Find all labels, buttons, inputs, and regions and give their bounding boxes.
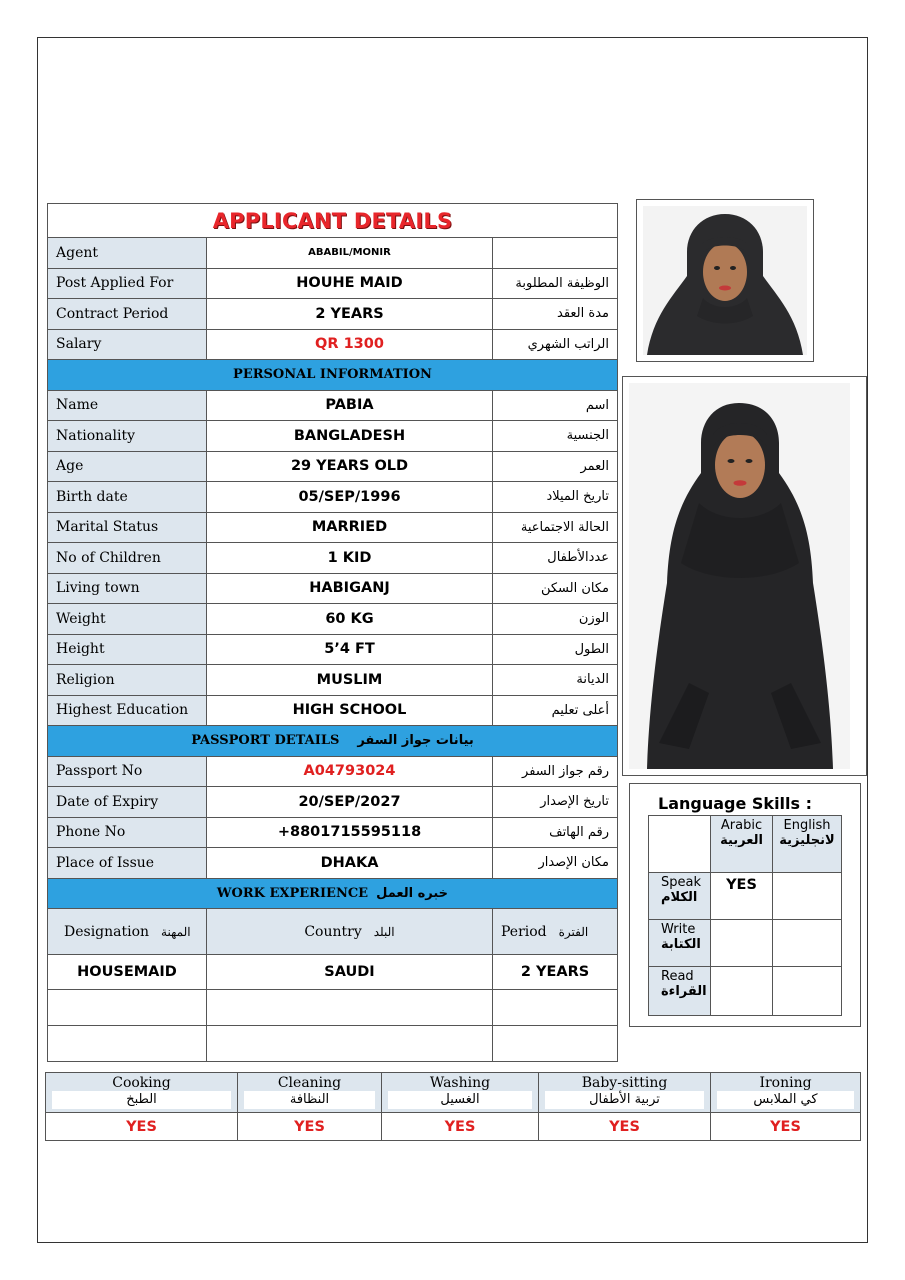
lang-write-label	[649, 920, 711, 967]
height-label: Height	[48, 634, 207, 665]
living-town-ar: مكان السكن	[493, 573, 618, 604]
religion-label: Religion	[48, 665, 207, 696]
lang-col-english	[773, 816, 842, 873]
col-country-en: Country	[304, 923, 362, 940]
lang-col-english-ar: لانجليزية	[779, 833, 835, 848]
skill-ironing	[711, 1073, 861, 1113]
lang-col-arabic-en: Arabic	[720, 818, 763, 833]
row-name	[48, 390, 618, 421]
agent-label: Agent	[48, 238, 207, 269]
passport-header-en: PASSPORT DETAILS	[191, 733, 340, 749]
skill-ironing-value: YES	[711, 1113, 861, 1141]
expiry-value: 20/SEP/2027	[207, 787, 493, 818]
marital-label: Marital Status	[48, 512, 207, 543]
lang-read-arabic	[711, 967, 773, 1016]
weight-ar: الوزن	[493, 604, 618, 635]
post-ar: الوظيفة المطلوبة	[493, 268, 618, 299]
row-nationality	[48, 421, 618, 452]
children-label: No of Children	[48, 543, 207, 574]
skill-cleaning-en: Cleaning	[277, 1075, 342, 1091]
lang-row-speak	[649, 873, 842, 920]
lang-speak-en: Speak	[661, 875, 701, 890]
row-passport-no	[48, 756, 618, 787]
age-label: Age	[48, 451, 207, 482]
salary-value: QR 1300	[207, 329, 493, 360]
work-header	[48, 878, 618, 909]
skill-ironing-ar: كي الملابس	[717, 1091, 854, 1109]
birthdate-label: Birth date	[48, 482, 207, 513]
lang-read-label	[649, 967, 711, 1016]
col-country	[207, 909, 493, 955]
skills-table	[45, 1072, 861, 1141]
work-country: SAUDI	[207, 955, 493, 990]
post-label: Post Applied For	[48, 268, 207, 299]
religion-ar: الديانة	[493, 665, 618, 696]
skill-washing-en: Washing	[429, 1075, 491, 1091]
work-header-en: WORK EXPERIENCE	[216, 885, 369, 901]
nationality-ar: الجنسية	[493, 421, 618, 452]
contract-value: 2 YEARS	[207, 299, 493, 330]
expiry-ar: تاريخ الإصدار	[493, 787, 618, 818]
phone-ar: رقم الهاتف	[493, 817, 618, 848]
lang-read-english	[773, 967, 842, 1016]
lang-write-ar: الكتابة	[661, 937, 701, 952]
name-ar: اسم	[493, 390, 618, 421]
education-label: Highest Education	[48, 695, 207, 726]
lang-speak-english	[773, 873, 842, 920]
row-phone	[48, 817, 618, 848]
row-salary	[48, 329, 618, 360]
skill-washing	[382, 1073, 539, 1113]
skill-washing-ar: الغسيل	[388, 1091, 532, 1109]
skills-header-row	[46, 1073, 861, 1113]
age-value: 29 YEARS OLD	[207, 451, 493, 482]
place-issue-ar: مكان الإصدار	[493, 848, 618, 879]
work-designation: HOUSEMAID	[48, 955, 207, 990]
expiry-label: Date of Expiry	[48, 787, 207, 818]
col-period	[493, 909, 618, 955]
row-marital	[48, 512, 618, 543]
contract-ar: مدة العقد	[493, 299, 618, 330]
passport-header-ar: بيانات جواز السفر	[357, 733, 474, 749]
passport-no-value: A04793024	[207, 756, 493, 787]
passport-no-ar: رقم جواز السفر	[493, 756, 618, 787]
work-row	[48, 955, 618, 990]
skill-cooking-value: YES	[46, 1113, 238, 1141]
post-value: HOUHE MAID	[207, 268, 493, 299]
lang-row-write	[649, 920, 842, 967]
salary-label: Salary	[48, 329, 207, 360]
place-issue-label: Place of Issue	[48, 848, 207, 879]
skill-ironing-en: Ironing	[759, 1075, 812, 1091]
col-period-ar: الفترة	[558, 924, 589, 939]
lang-col-arabic	[711, 816, 773, 873]
skill-cleaning-value: YES	[238, 1113, 382, 1141]
lang-col-arabic-ar: العربية	[720, 833, 763, 848]
applicant-photo-full	[629, 383, 850, 769]
place-issue-value: DHAKA	[207, 848, 493, 879]
skill-cooking-ar: الطبخ	[52, 1091, 231, 1109]
marital-ar: الحالة الاجتماعية	[493, 512, 618, 543]
living-town-label: Living town	[48, 573, 207, 604]
passport-header	[48, 726, 618, 757]
row-post	[48, 268, 618, 299]
contract-label: Contract Period	[48, 299, 207, 330]
row-religion	[48, 665, 618, 696]
applicant-photo-small	[643, 206, 807, 355]
passport-no-label: Passport No	[48, 756, 207, 787]
skill-washing-value: YES	[382, 1113, 539, 1141]
row-living-town	[48, 573, 618, 604]
age-ar: العمر	[493, 451, 618, 482]
birthdate-ar: تاريخ الميلاد	[493, 482, 618, 513]
lang-write-arabic	[711, 920, 773, 967]
col-country-ar: البلد	[373, 924, 395, 939]
row-place-issue	[48, 848, 618, 879]
row-contract	[48, 299, 618, 330]
row-weight	[48, 604, 618, 635]
height-ar: الطول	[493, 634, 618, 665]
lang-write-english	[773, 920, 842, 967]
name-value: PABIA	[207, 390, 493, 421]
salary-ar: الراتب الشهري	[493, 329, 618, 360]
work-period: 2 YEARS	[493, 955, 618, 990]
row-age	[48, 451, 618, 482]
skill-cleaning-ar: النظافة	[244, 1091, 375, 1109]
living-town-value: HABIGANJ	[207, 573, 493, 604]
work-row-empty	[48, 990, 618, 1026]
birthdate-value: 05/SEP/1996	[207, 482, 493, 513]
children-value: 1 KID	[207, 543, 493, 574]
lang-speak-label	[649, 873, 711, 920]
work-columns	[48, 909, 618, 955]
education-value: HIGH SCHOOL	[207, 695, 493, 726]
lang-row-read	[649, 967, 842, 1016]
nationality-value: BANGLADESH	[207, 421, 493, 452]
agent-ar	[493, 238, 618, 269]
work-header-ar: خبره العمل	[376, 885, 449, 901]
weight-value: 60 KG	[207, 604, 493, 635]
name-label: Name	[48, 390, 207, 421]
language-header-row	[649, 816, 842, 873]
row-agent	[48, 238, 618, 269]
row-expiry	[48, 787, 618, 818]
phone-label: Phone No	[48, 817, 207, 848]
col-designation-en: Designation	[64, 923, 150, 940]
lang-speak-arabic: YES	[711, 873, 773, 920]
lang-speak-ar: الكلام	[661, 890, 698, 905]
lang-read-en: Read	[661, 969, 694, 984]
row-education	[48, 695, 618, 726]
skill-babysitting	[539, 1073, 711, 1113]
weight-label: Weight	[48, 604, 207, 635]
col-period-en: Period	[501, 923, 547, 940]
language-skills-title: Language Skills :	[658, 794, 813, 813]
phone-value: +8801715595118	[207, 817, 493, 848]
marital-value: MARRIED	[207, 512, 493, 543]
full-photo	[622, 376, 867, 776]
skill-babysitting-en: Baby-sitting	[581, 1075, 668, 1091]
height-value: 5’4 FT	[207, 634, 493, 665]
passport-photo	[636, 199, 814, 362]
row-children	[48, 543, 618, 574]
skill-cleaning	[238, 1073, 382, 1113]
personal-header: PERSONAL INFORMATION	[48, 360, 618, 391]
children-ar: عددالأطفال	[493, 543, 618, 574]
lang-col-english-en: English	[783, 818, 831, 833]
skill-cooking	[46, 1073, 238, 1113]
skill-babysitting-ar: تربية الأطفال	[545, 1091, 704, 1109]
work-row-empty	[48, 1026, 618, 1062]
col-designation	[48, 909, 207, 955]
lang-read-ar: القراءة	[661, 984, 707, 999]
agent-value: ABABIL/MONIR	[207, 238, 493, 269]
row-height	[48, 634, 618, 665]
page-title: APPLICANT DETAILS	[48, 204, 618, 238]
skill-babysitting-value: YES	[539, 1113, 711, 1141]
language-skills-table	[648, 815, 842, 1016]
nationality-label: Nationality	[48, 421, 207, 452]
row-birthdate	[48, 482, 618, 513]
religion-value: MUSLIM	[207, 665, 493, 696]
language-skills-box	[629, 783, 861, 1027]
col-designation-ar: المهنة	[161, 924, 191, 939]
lang-write-en: Write	[661, 922, 696, 937]
applicant-details-table	[47, 203, 618, 1062]
skills-value-row	[46, 1113, 861, 1141]
education-ar: أعلى تعليم	[493, 695, 618, 726]
skill-cooking-en: Cooking	[112, 1075, 171, 1091]
